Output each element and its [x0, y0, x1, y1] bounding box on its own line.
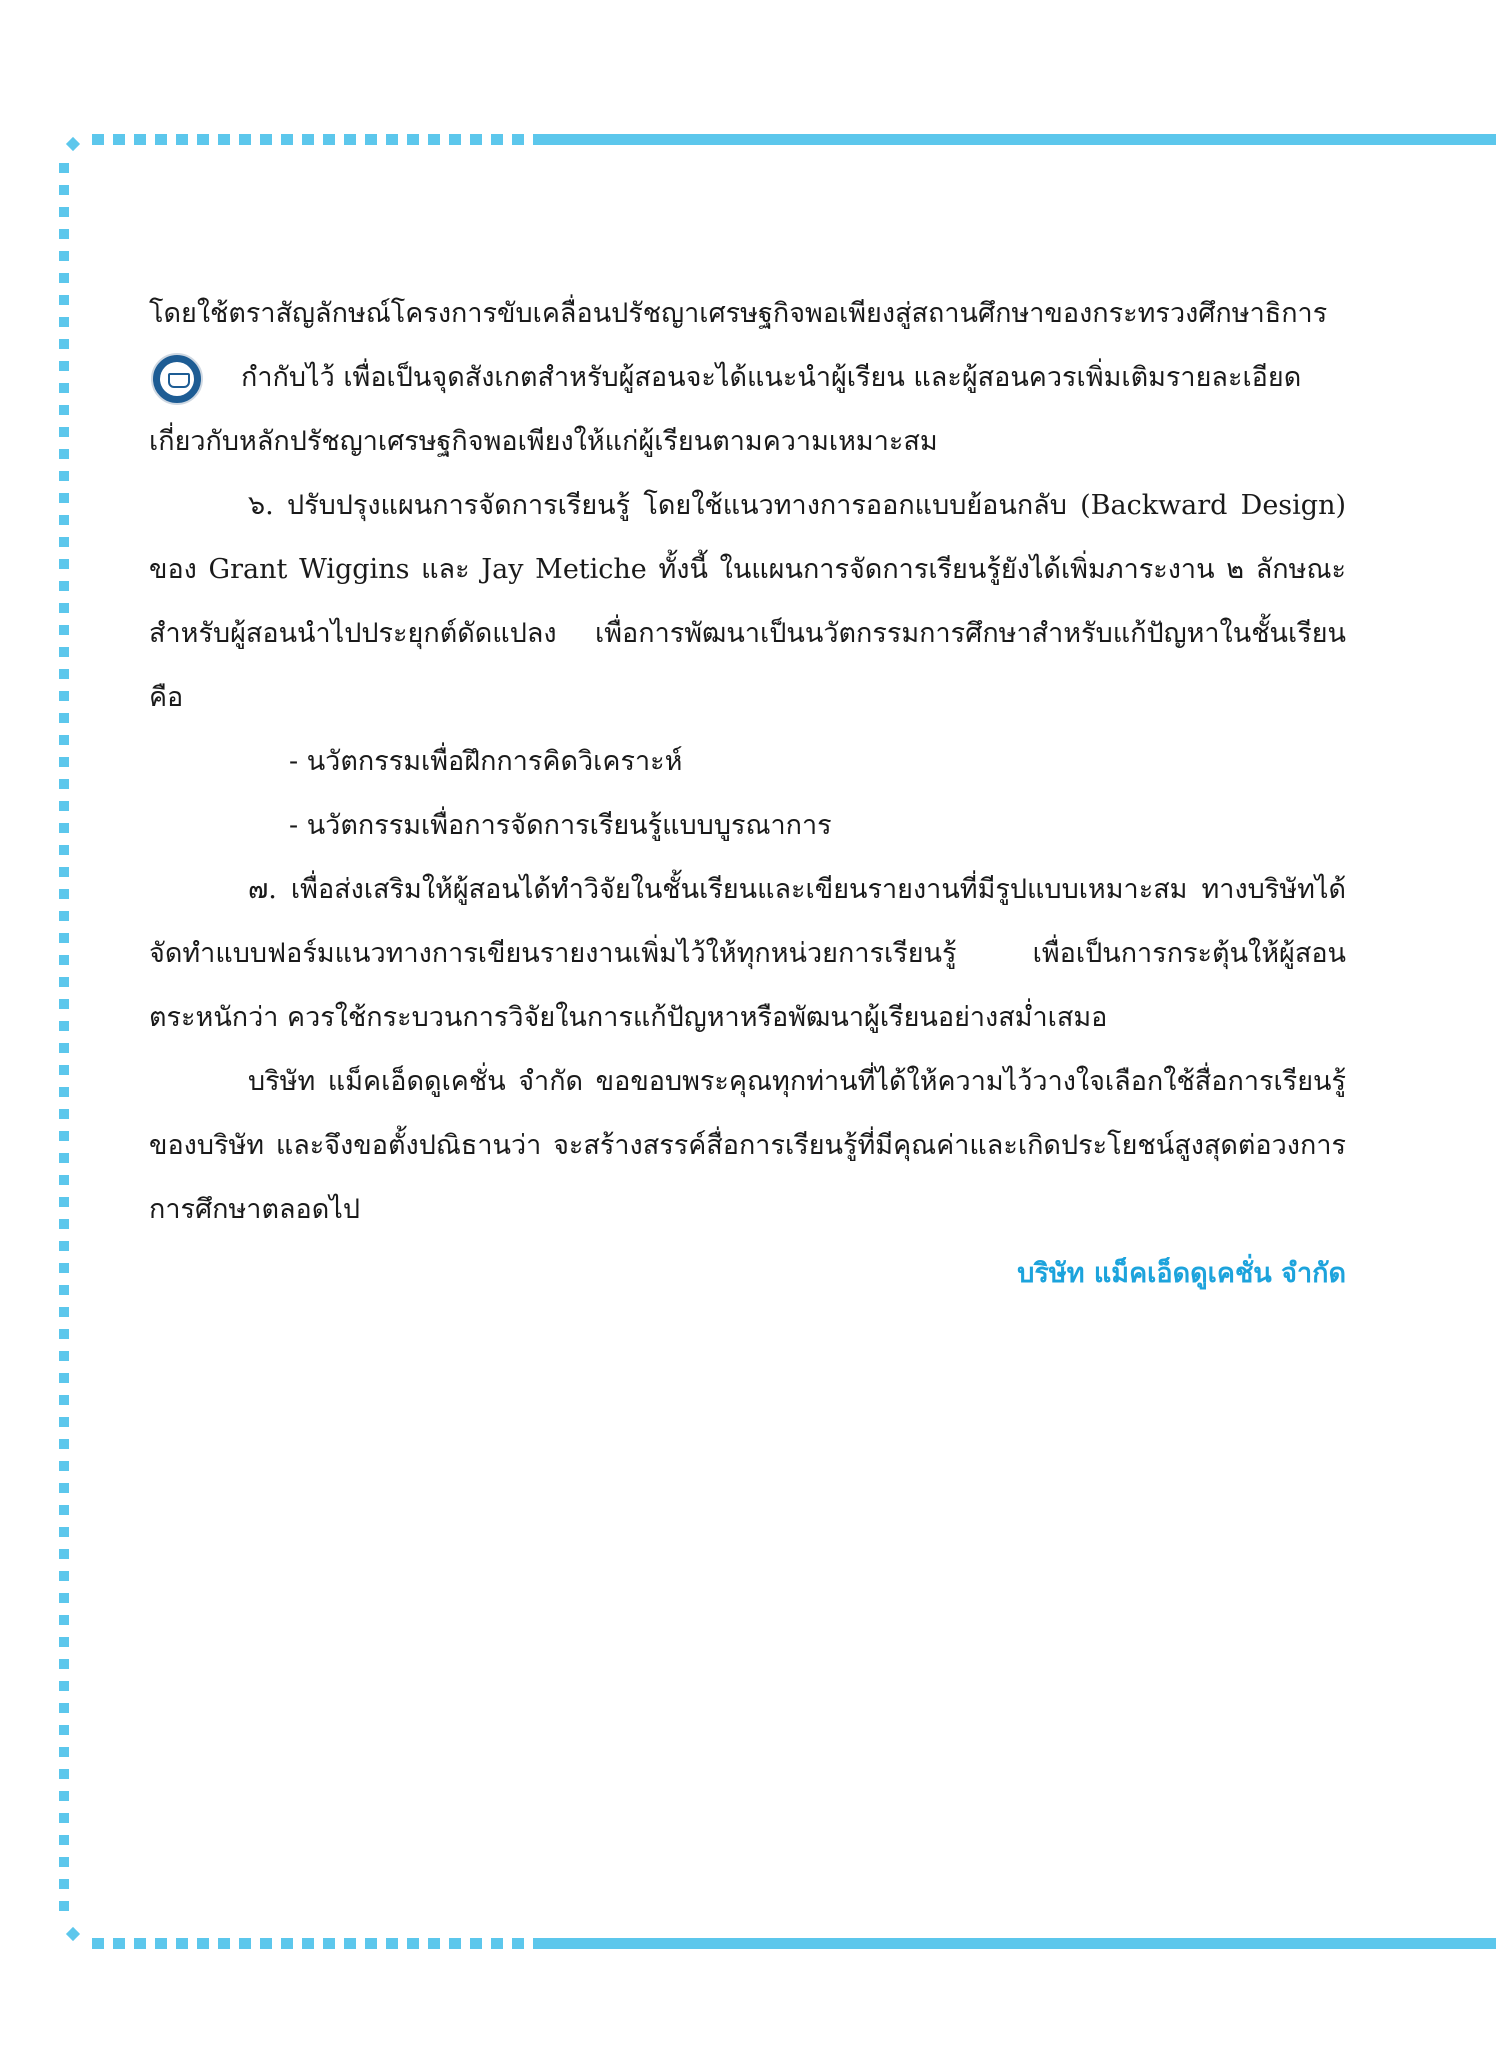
frame-bottom-dotted-border — [92, 1938, 538, 1949]
frame-corner-diamond-bottom — [66, 1927, 80, 1941]
item-6-bullet-2: - นวัตกรรมเพื่อการจัดการเรียนรู้แบบบูรณาการ — [289, 810, 832, 841]
intro-line-3: เกี่ยวกับหลักปรัชญาเศรษฐกิจพอเพียงให้แก่ผู้เรียนตามความเหมาะสม — [149, 426, 938, 457]
closing-paragraph: บริษัท แม็คเอ็ดดูเคชั่น จำกัด ขอขอบพระคุณทุกท่านที่ได้ให้ความไว้วางใจเลือกใช้สื่อการเรียนรู้ของบริษัท และจึงขอตั้งปณิธานว่า จะสร้างสรรค์สื่อการเรียนรู้ที่มีคุณค่าและเกิดประโยชน์สูงสุดต่อวงการการศึกษาตลอดไป — [149, 1066, 1346, 1225]
item-6-bullet-1: - นวัตกรรมเพื่อฝึกการคิดวิเคราะห์ — [289, 746, 683, 777]
item-6-paragraph: ๖. ปรับปรุงแผนการจัดการเรียนรู้ โดยใช้แนวทางการออกแบบย้อนกลับ (Backward Design) ของ Grant Wiggins และ Jay Metiche ทั้งนี้ ในแผนการจัดการเรียนรู้ยังได้เพิ่มภาระงาน ๒ ลักษณะ สำหรับผู้สอนนำไปประยุกต์ดัดแปลง เพื่อการพัฒนาเป็นนวัตกรรมการศึกษาสำหรับแก้ปัญหาในชั้นเรียน คือ — [149, 490, 1346, 713]
frame-top-dotted-border — [92, 134, 538, 145]
document-body — [149, 282, 1346, 1306]
intro-line-2-text: กำกับไว้ เพื่อเป็นจุดสังเกตสำหรับผู้สอนจะได้แนะนำผู้เรียน และผู้สอนควรเพิ่มเติมรายละเอียด — [241, 362, 1302, 393]
frame-top-solid-border — [538, 134, 1496, 145]
company-signature: บริษัท แม็คเอ็ดดูเคชั่น จำกัด — [1017, 1258, 1346, 1289]
frame-left-dotted-border — [59, 163, 69, 1923]
item-7-paragraph: ๗. เพื่อส่งเสริมให้ผู้สอนได้ทำวิจัยในชั้นเรียนและเขียนรายงานที่มีรูปแบบเหมาะสม ทางบริษัทได้จัดทำแบบฟอร์มแนวทางการเขียนรายงานเพิ่มไว้ให้ทุกหน่วยการเรียนรู้ เพื่อเป็นการกระตุ้นให้ผู้สอนตระหนักว่า ควรใช้กระบวนการวิจัยในการแก้ปัญหาหรือพัฒนาผู้เรียนอย่างสม่ำเสมอ — [149, 874, 1346, 1033]
frame-corner-diamond-top — [66, 137, 80, 151]
intro-line-2 — [149, 346, 1346, 410]
sufficiency-economy-seal-icon — [151, 353, 203, 405]
intro-line-1: โดยใช้ตราสัญลักษณ์โครงการขับเคลื่อนปรัชญาเศรษฐกิจพอเพียงสู่สถานศึกษาของกระทรวงศึกษาธิการ — [149, 298, 1328, 329]
frame-bottom-solid-border — [538, 1938, 1496, 1949]
